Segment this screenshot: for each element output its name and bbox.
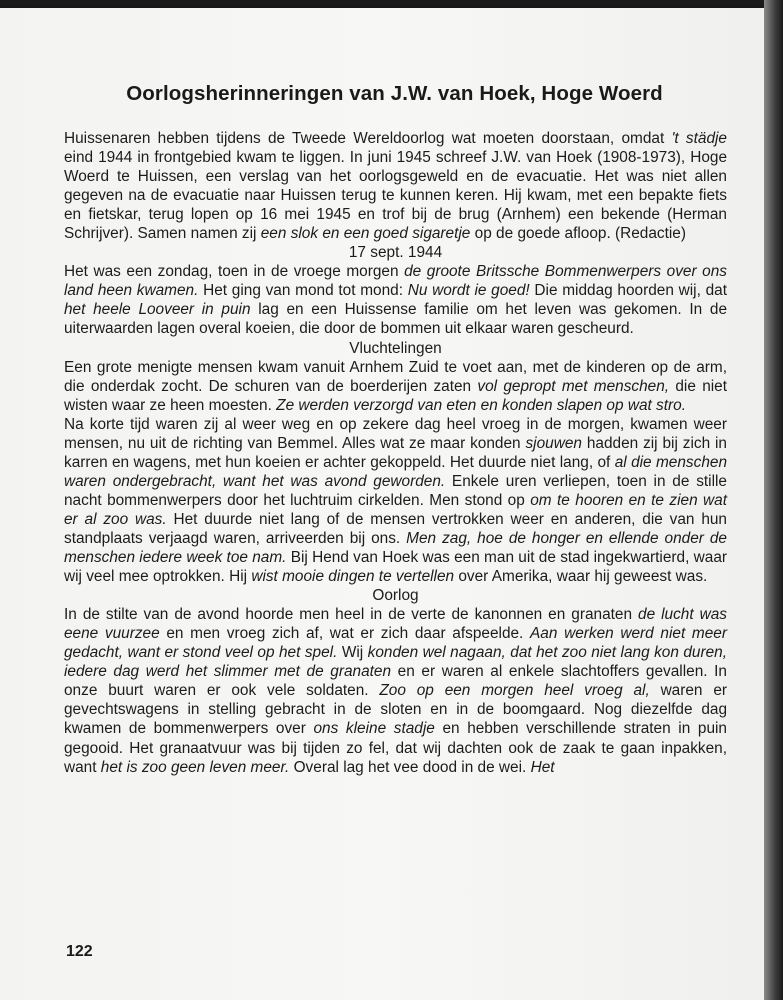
text-run: Na korte tijd waren zij al weer weg en op zekere dag heel vroeg in de morgen, kwamen weer mensen, nu uit de richting van Bemmel. Alles wat ze maar konden [64, 415, 727, 452]
text-run: en er waren al enkele slachtoffers gevallen. In onze buurt waren er ook vele soldaten. [64, 663, 727, 700]
text-run: Enkele uren verliepen, toen in de stille nacht bommenwerpers door het luchtruim cirkelden. Men stond op [64, 472, 727, 509]
text-run: In de stilte van de avond hoorde men heel in de verte de kanonnen en granaten [64, 606, 639, 624]
italic-run: Zoo op een morgen heel vroeg al, [379, 682, 650, 700]
text-run: en men vroeg zich af, wat er zich daar afspeelde. [159, 625, 531, 643]
text-run: Huissenaren hebben tijdens de Tweede Wereldoorlog wat moeten doorstaan, omdat [64, 130, 672, 147]
italic-run: sjouwen [525, 434, 582, 452]
italic-run: het is zoo geen leven meer. [100, 758, 290, 776]
italic-run: Het [530, 758, 555, 776]
date-heading: 17 sept. 1944 [348, 244, 443, 262]
text-run: waren er gevechtswagens in stelling gebracht in de sloten en in de boomgaard. Nog diezelfde dag kwamen de bommenwerpers over [64, 682, 727, 738]
italic-run: de lucht was eene vuurzee [64, 606, 727, 643]
italic-run: al die menschen waren ondergebracht, want het was avond geworden. [64, 453, 727, 490]
text-run: en hebben verschillende straten in puin gegooid. Het granaatvuur was bij tijden zo fel, dat wij dachten ook de zaak te gaan inpakken, want [64, 720, 727, 776]
italic-run: vol gepropt met menschen, [477, 377, 670, 395]
vluchtelingen-paragraph-2 [64, 415, 727, 586]
italic-run: de groote Britssche Bommenwerpers over ons land heen kwamen. [64, 263, 727, 300]
sept-17-paragraph [64, 262, 727, 338]
page-number: 122 [66, 943, 93, 960]
section-heading-oorlog: Oorlog [372, 587, 419, 605]
italic-run: wist mooie dingen te vertellen [251, 568, 455, 586]
intro-paragraph [64, 129, 727, 243]
text-run: Bij Hend van Hoek was een man uit de stad ingekwartierd, waar wij veel mee optrokken. Hij [64, 549, 728, 586]
text-run: Wij [337, 644, 368, 662]
italic-run: een slok en een goed sigaretje [260, 225, 471, 243]
italic-run: konden wel nagaan, dat het zoo niet lang kon duren, iedere dag werd het slimmer met de granaten [64, 644, 727, 681]
text-run: lag en een Huissense familie om het leven was gekomen. In de uiterwaarden lagen overal koeien, die door de bommen uit elkaar waren gescheurd. [64, 301, 727, 338]
italic-run: ons kleine stadje [313, 720, 435, 738]
italic-run: Nu wordt ie goed! [407, 282, 530, 300]
text-run: Een grote menigte mensen kwam vanuit Arnhem Zuid te voet aan, met de kinderen op de arm, die onderdak zocht. De schuren van de boerderijen zaten [64, 358, 727, 395]
book-spine-shadow [764, 0, 783, 1000]
section-heading-vluchtelingen: Vluchtelingen [349, 339, 442, 357]
italic-run: om te hooren en te zien wat er al zoo was. [64, 491, 728, 528]
text-run: Het was een zondag, toen in de vroege morgen [64, 263, 405, 281]
oorlog-paragraph [64, 605, 727, 776]
scan-top-edge [0, 0, 783, 8]
text-run: Het ging van mond tot mond: [198, 282, 408, 300]
vluchtelingen-paragraph-1 [64, 358, 727, 415]
text-run: eind 1944 in frontgebied kwam te liggen. In juni 1945 schreef J.W. van Hoek (1908-1973), Hoge Woerd te Huissen, een verslag van het oorlogsgeweld en de evacuatie. Het was niet allen gegeven na de evacuatie naar Huissen terug te kunnen keren. Hij kwam, met een bepakte fiets en fietskar, terug lopen op 16 mei 1945 en trof bij de brug (Arnhem) een bekende (Herman Schrijver). Samen namen zij [64, 149, 727, 243]
text-run: op de goede afloop. (Redactie) [470, 225, 686, 243]
text-run: die niet wisten waar ze heen moesten. [64, 377, 728, 414]
text-run: Het duurde niet lang of de mensen vertrokken weer en anderen, die van hun standplaats verjaagd waren, arriveerden bij ons. [64, 510, 727, 547]
article-body [64, 129, 727, 777]
italic-run: Men zag, hoe de honger en ellende onder de menschen iedere week toe nam. [64, 529, 727, 567]
book-page [0, 8, 764, 1000]
italic-run: Aan werken werd niet meer gedacht, want er stond veel op het spel. [64, 625, 727, 662]
text-run: Overal lag het vee dood in de wei. [289, 758, 531, 776]
article-title: Oorlogsherinneringen van J.W. van Hoek, Hoge Woerd [126, 82, 663, 105]
text-run: Die middag hoorden wij, dat [529, 282, 727, 300]
italic-run: 't städje [671, 130, 727, 147]
text-run: over Amerika, waar hij geweest was. [454, 568, 708, 586]
text-run: hadden zij bij zich in karren en wagens, met hun koeien er achter gekoppeld. Het duurde niet lang, of [64, 434, 727, 471]
italic-run: Ze werden verzorgd van eten en konden slapen op wat stro. [276, 396, 686, 414]
italic-run: het heele Looveer in puin [64, 301, 251, 319]
